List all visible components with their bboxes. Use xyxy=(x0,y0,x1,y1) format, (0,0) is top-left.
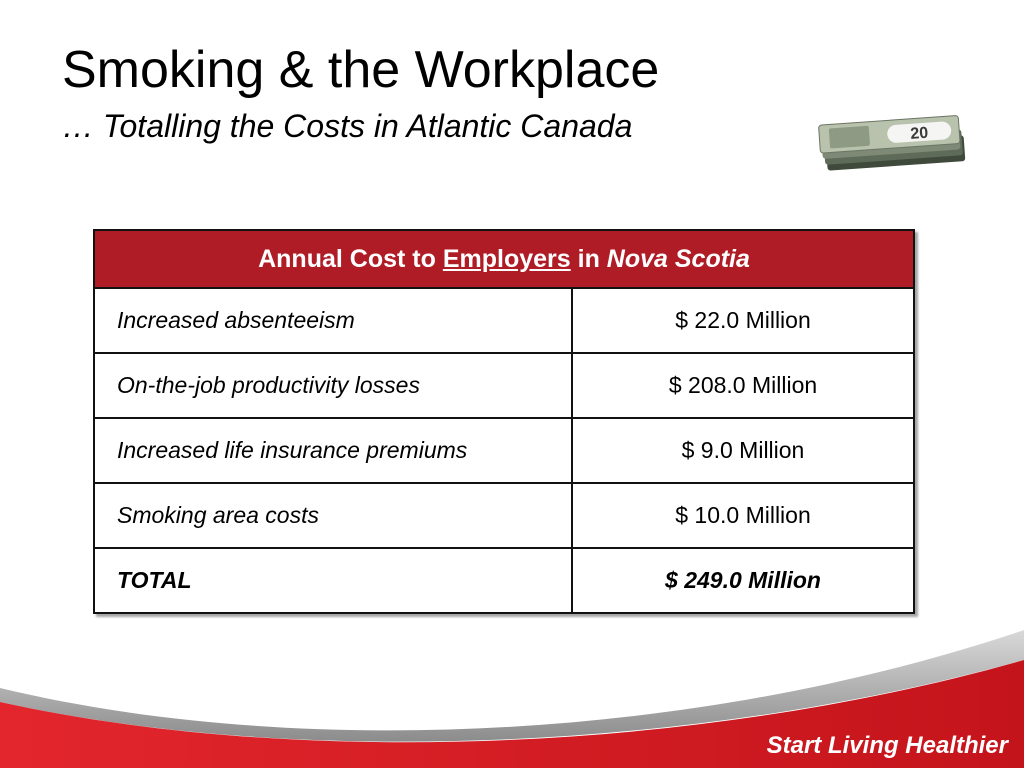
total-label: TOTAL xyxy=(94,548,572,613)
money-stack-icon xyxy=(818,114,970,174)
header-region: Nova Scotia xyxy=(606,244,750,273)
table-header-row xyxy=(94,230,914,288)
table-row xyxy=(94,353,914,418)
money-denomination: 20 xyxy=(909,124,929,143)
header-middle: in xyxy=(570,244,607,273)
footer-tagline: Start Living Healthier xyxy=(766,732,1008,759)
row-value: $ 208.0 Million xyxy=(572,353,914,418)
row-label: Smoking area costs xyxy=(94,483,572,548)
table-row xyxy=(94,483,914,548)
header-prefix: Annual Cost to xyxy=(258,244,443,273)
header-emphasis: Employers xyxy=(442,244,571,273)
row-label: Increased life insurance premiums xyxy=(94,418,572,483)
table-header xyxy=(94,230,914,288)
row-label: On-the-job productivity losses xyxy=(94,353,572,418)
table-row xyxy=(94,418,914,483)
slide-subtitle: … Totalling the Costs in Atlantic Canada xyxy=(62,108,633,144)
row-value: $ 9.0 Million xyxy=(572,418,914,483)
table-row xyxy=(94,288,914,353)
row-value: $ 10.0 Million xyxy=(572,483,914,548)
row-value: $ 22.0 Million xyxy=(572,288,914,353)
total-row xyxy=(94,548,914,613)
cost-table xyxy=(93,229,915,614)
row-label: Increased absenteeism xyxy=(94,288,572,353)
slide-title: Smoking & the Workplace xyxy=(62,41,660,99)
total-value: $ 249.0 Million xyxy=(572,548,914,613)
